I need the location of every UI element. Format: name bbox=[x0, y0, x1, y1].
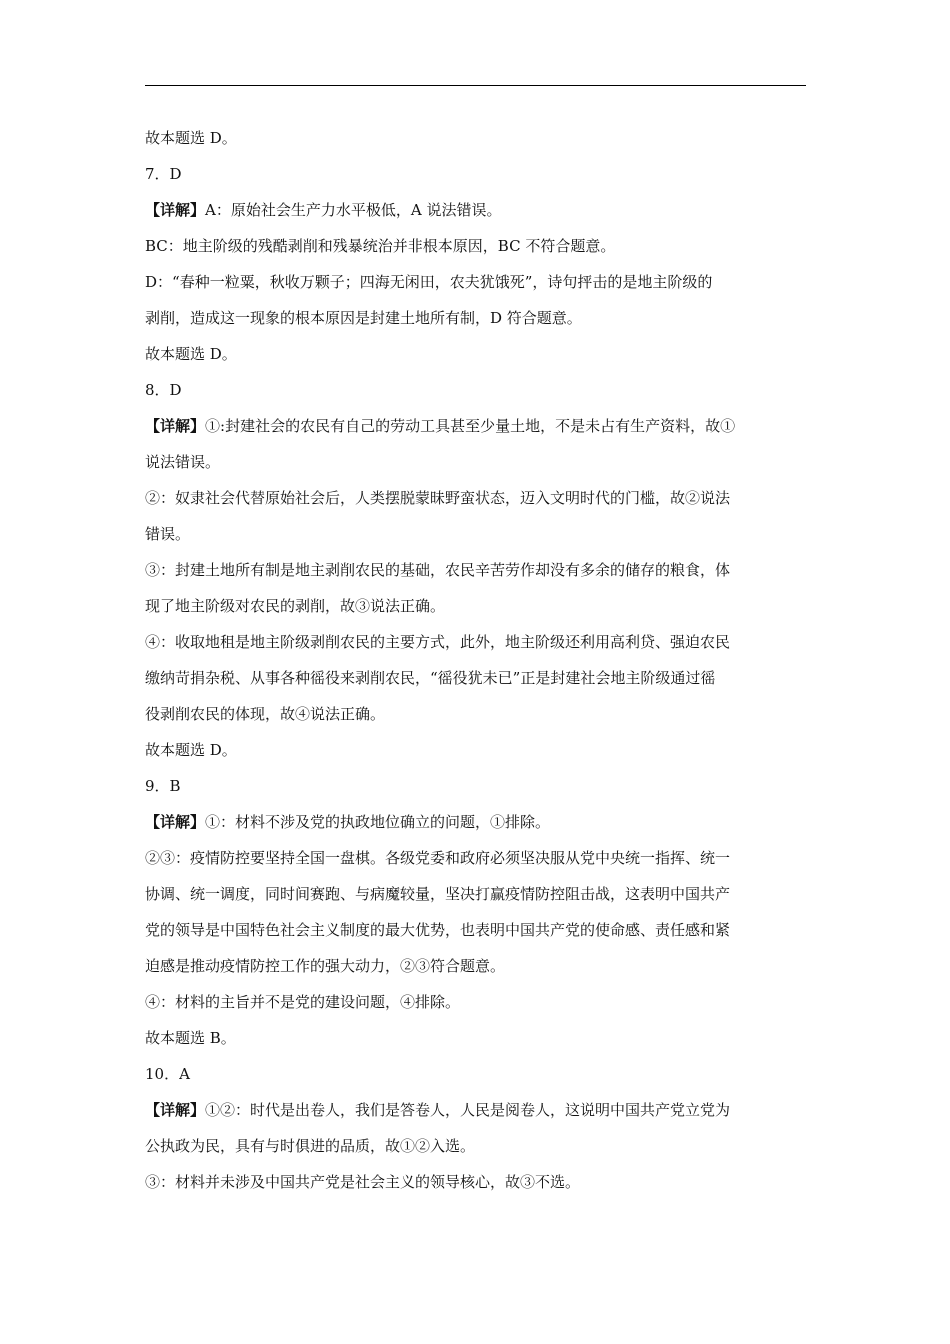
line-text: ②：奴隶社会代替原始社会后，人类摆脱蒙昧野蛮状态，迈入文明时代的门槛，故②说法 bbox=[145, 489, 731, 507]
text-line bbox=[145, 840, 805, 876]
text-line bbox=[145, 300, 805, 336]
line-text: ②③：疫情防控要坚持全国一盘棋。各级党委和政府必须坚决服从党中央统一指挥、统一 bbox=[145, 849, 731, 867]
text-line bbox=[145, 588, 805, 624]
text-line: ④：材料的主旨并不是党的建设问题，④排除。 bbox=[145, 993, 461, 1011]
text-line bbox=[145, 1092, 805, 1128]
text-line bbox=[145, 516, 805, 552]
line-text: 现了地主阶级对农民的剥削，故③说法正确。 bbox=[145, 597, 446, 615]
text-line bbox=[145, 444, 805, 480]
text-line: 7．D bbox=[145, 165, 182, 183]
line-text: 错误。 bbox=[145, 525, 191, 543]
text-line bbox=[145, 624, 805, 660]
text-line bbox=[145, 480, 805, 516]
detail-line bbox=[145, 192, 805, 228]
text-line bbox=[145, 696, 805, 732]
line-text: D：“春种一粒粟，秋收万颗子；四海无闲田，农夫犹饿死”，诗句抨击的是地主阶级的 bbox=[145, 273, 713, 291]
text-line bbox=[145, 264, 805, 300]
text-line: 故本题选 D。 bbox=[145, 345, 237, 363]
text-line bbox=[145, 912, 805, 948]
text-line: 10．A bbox=[145, 1065, 190, 1083]
detail-label: 【详解】 bbox=[145, 1101, 206, 1119]
text-line: ③：材料并未涉及中国共产党是社会主义的领导核心，故③不选。 bbox=[145, 1173, 581, 1191]
line-text: 党的领导是中国特色社会主义制度的最大优势，也表明中国共产党的使命感、责任感和紧 bbox=[145, 921, 731, 939]
line-text: 协调、统一调度，同时间赛跑、与病魔较量，坚决打赢疫情防控阻击战，这表明中国共产 bbox=[145, 885, 731, 903]
detail-label: 【详解】 bbox=[145, 417, 206, 435]
line-text: ④：收取地租是地主阶级剥削农民的主要方式，此外，地主阶级还利用高利贷、强迫农民 bbox=[145, 633, 731, 651]
detail-text: ①：材料不涉及党的执政地位确立的问题，①排除。 bbox=[205, 813, 551, 831]
detail-label: 【详解】 bbox=[145, 813, 206, 831]
text-line bbox=[145, 660, 805, 696]
text-line bbox=[145, 876, 805, 912]
line-text: 役剥削农民的体现，故④说法正确。 bbox=[145, 705, 386, 723]
text-line: 8．D bbox=[145, 381, 182, 399]
line-text: 缴纳苛捐杂税、从事各种徭役来剥削农民，“徭役犹未已”正是封建社会地主阶级通过徭 bbox=[145, 669, 716, 687]
line-text: 迫感是推动疫情防控工作的强大动力，②③符合题意。 bbox=[145, 957, 506, 975]
text-line: 故本题选 D。 bbox=[145, 741, 237, 759]
line-text: 说法错误。 bbox=[145, 453, 221, 471]
detail-text: A：原始社会生产力水平极低，A 说法错误。 bbox=[205, 201, 502, 219]
detail-line bbox=[145, 804, 805, 840]
detail-label: 【详解】 bbox=[145, 201, 206, 219]
text-line bbox=[145, 552, 805, 588]
text-line: 故本题选 D。 bbox=[145, 129, 237, 147]
line-text: ①:封建社会的农民有自己的劳动工具甚至少量土地，不是未占有生产资料，故① bbox=[205, 417, 736, 435]
text-line bbox=[145, 948, 805, 984]
text-line: 故本题选 B。 bbox=[145, 1029, 236, 1047]
text-line: BC：地主阶级的残酷剥削和残暴统治并非根本原因，BC 不符合题意。 bbox=[145, 237, 616, 255]
answer-content bbox=[145, 120, 805, 1200]
line-text: ①②：时代是出卷人，我们是答卷人，人民是阅卷人，这说明中国共产党立党为 bbox=[205, 1101, 731, 1119]
header-rule bbox=[145, 85, 806, 86]
text-line bbox=[145, 1128, 805, 1164]
text-line bbox=[145, 408, 805, 444]
line-text: 剥削，造成这一现象的根本原因是封建土地所有制，D 符合题意。 bbox=[145, 309, 582, 327]
text-line: 9．B bbox=[145, 777, 181, 795]
line-text: ③：封建土地所有制是地主剥削农民的基础，农民辛苦劳作却没有多余的储存的粮食，体 bbox=[145, 561, 731, 579]
line-text: 公执政为民，具有与时俱进的品质，故①②入选。 bbox=[145, 1137, 476, 1155]
